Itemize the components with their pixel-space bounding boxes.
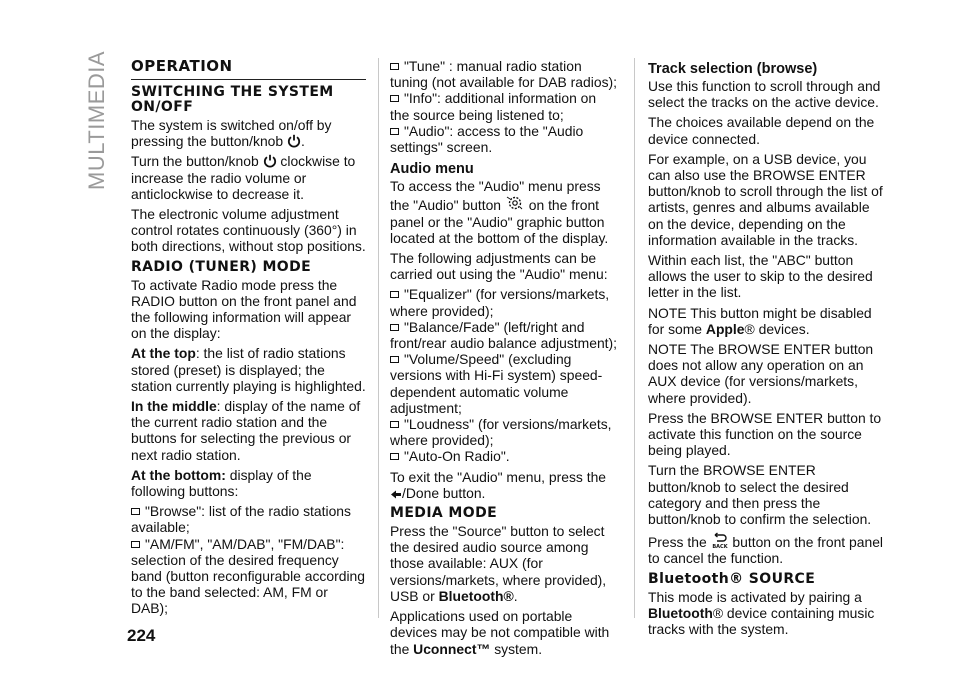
paragraph bbox=[648, 531, 883, 566]
text: This mode is activated by pairing a bbox=[648, 588, 862, 605]
bullet-icon bbox=[131, 541, 140, 548]
paragraph bbox=[648, 305, 883, 337]
paragraph bbox=[390, 523, 618, 604]
section-title: OPERATION bbox=[131, 58, 366, 80]
power-knob-icon bbox=[287, 134, 301, 148]
heading-switching: SWITCHING THE SYSTEM ON/OFF bbox=[131, 84, 334, 115]
paragraph bbox=[131, 398, 366, 463]
text: button on the front panel to cancel the function. bbox=[648, 534, 884, 567]
heading-track-selection: Track selection (browse) bbox=[648, 61, 818, 77]
paragraph: For example, on a USB device, you can also use the BROWSE ENTER button/knob to scroll through the list of artists, genres and albums available on the device, depending on the information available in the tracks. bbox=[648, 150, 883, 248]
back-icon-label: BACK bbox=[711, 544, 728, 550]
text: "AM/FM", "AM/DAB", "FM/DAB": selection of the desired frequency band (button reconfigurable according to the band selected: AM, FM or DAB); bbox=[131, 535, 365, 617]
text: ® device containing music tracks with the system. bbox=[648, 604, 875, 638]
text: . bbox=[301, 133, 305, 150]
column-1 bbox=[131, 58, 366, 617]
label-at-bottom: At the bottom: bbox=[131, 466, 226, 483]
bluetooth-term: Bluetooth® bbox=[438, 587, 514, 604]
text: Turn the button/knob bbox=[131, 153, 259, 170]
text: To exit the "Audio" menu, press the bbox=[390, 468, 607, 485]
heading-audio-menu: Audio menu bbox=[390, 161, 474, 178]
heading-bluetooth-source: Bluetooth® SOURCE bbox=[648, 570, 816, 587]
text: "Tune" : manual radio station tuning (not available for DAB radios); bbox=[390, 58, 617, 91]
label-in-middle: In the middle bbox=[131, 398, 217, 415]
text: system. bbox=[490, 640, 543, 657]
column-divider bbox=[378, 58, 379, 618]
text: To access the "Audio" menu press the "Audio" button bbox=[390, 178, 601, 214]
list-item bbox=[390, 319, 618, 351]
paragraph: Turn the BROWSE ENTER button/knob to select the desired category and then press the button/knob to confirm the selection. bbox=[648, 462, 872, 528]
paragraph: To activate Radio mode press the RADIO button on the front panel and the following information will appear on the display: bbox=[131, 276, 357, 342]
text: ® devices. bbox=[744, 320, 810, 337]
text: "Loudness" (for versions/markets, where provided); bbox=[390, 416, 612, 449]
text: Press the bbox=[648, 534, 707, 551]
list-item bbox=[390, 286, 618, 318]
text: The system is switched on/off by pressing the button/knob bbox=[131, 117, 332, 150]
paragraph: Use this function to scroll through and select the tracks on the active device. bbox=[648, 78, 881, 111]
bullet-icon bbox=[390, 128, 399, 135]
text: "Auto-On Radio". bbox=[404, 448, 510, 465]
paragraph bbox=[390, 469, 618, 501]
column-2 bbox=[390, 58, 618, 661]
text: NOTE This button might be disabled for some bbox=[648, 304, 872, 337]
paragraph: Within each list, the "ABC" button allows the user to skip to the desired letter in the list. bbox=[648, 252, 873, 301]
apple-term: Apple bbox=[705, 320, 745, 337]
bullet-icon bbox=[390, 356, 399, 363]
column-3 bbox=[648, 58, 883, 641]
label-at-top: At the top bbox=[131, 345, 196, 362]
bullet-icon bbox=[390, 291, 399, 298]
bluetooth-term: Bluetooth bbox=[648, 604, 713, 621]
paragraph: The following adjustments can be carried out using the "Audio" menu: bbox=[390, 250, 608, 283]
back-button-icon bbox=[711, 531, 729, 549]
paragraph bbox=[390, 178, 618, 246]
text: "Volume/Speed" (excluding versions with Hi-Fi system) speed-dependent automatic volume adjustment; bbox=[390, 351, 603, 416]
text: /Done button. bbox=[402, 484, 486, 501]
back-arrow-icon bbox=[390, 489, 402, 500]
text: . bbox=[513, 587, 518, 604]
list-item bbox=[390, 448, 618, 464]
power-knob-icon bbox=[263, 154, 277, 168]
bullet-icon bbox=[390, 324, 399, 331]
text: "Browse": list of the radio stations available; bbox=[131, 503, 351, 536]
list-item bbox=[390, 58, 618, 90]
paragraph bbox=[131, 117, 366, 149]
text: Press the "Source" button to select the desired audio source among those available: AUX (for versions/markets, where provided), USB or bbox=[390, 523, 607, 604]
text: "Equalizer" (for versions/markets, where provided); bbox=[390, 286, 610, 319]
list-item bbox=[131, 503, 366, 535]
paragraph: Press the BROWSE ENTER button to activate this function on the source being played. bbox=[648, 409, 882, 459]
list-item bbox=[131, 536, 366, 617]
bullet-icon bbox=[390, 453, 399, 460]
list-item bbox=[390, 90, 618, 122]
text: display of the following buttons: bbox=[131, 466, 312, 500]
text: on the front panel or the "Audio" graphic button located at the bottom of the display. bbox=[390, 197, 609, 246]
paragraph: The electronic volume adjustment control rotates continuously (360°) in both directions, without stop positions. bbox=[131, 206, 366, 255]
audio-settings-icon bbox=[505, 194, 525, 212]
section-side-title: MULTIMEDIA bbox=[84, 50, 109, 190]
paragraph bbox=[131, 345, 366, 394]
heading-media-mode: MEDIA MODE bbox=[390, 505, 498, 522]
paragraph: The choices available depend on the device connected. bbox=[648, 114, 875, 147]
heading-radio-mode: RADIO (TUNER) MODE bbox=[131, 258, 312, 275]
page-number: 224 bbox=[127, 626, 156, 645]
paragraph bbox=[390, 608, 618, 657]
paragraph: NOTE The BROWSE ENTER button does not allow any operation on an AUX device (for versions/markets, where provided). bbox=[648, 341, 874, 406]
text: : display of the name of the current radio station and the buttons for selecting the previous or next radio station. bbox=[131, 398, 361, 463]
bullet-icon bbox=[390, 95, 399, 102]
column-divider bbox=[634, 58, 635, 618]
paragraph bbox=[648, 589, 883, 638]
list-item bbox=[390, 416, 618, 448]
text: clockwise to increase the radio volume or anticlockwise to decrease it. bbox=[131, 153, 356, 202]
text: : the list of radio stations stored (preset) is displayed; the station currently playing is highlighted. bbox=[131, 345, 366, 394]
bullet-icon bbox=[390, 63, 399, 70]
paragraph bbox=[131, 467, 366, 499]
text: Applications used on portable devices may be not compatible with the bbox=[390, 608, 610, 657]
list-item bbox=[390, 351, 618, 416]
uconnect-term: Uconnect™ bbox=[413, 640, 491, 657]
list-item bbox=[390, 123, 618, 155]
text: "Audio": access to the "Audio settings" screen. bbox=[390, 122, 584, 156]
bullet-icon bbox=[390, 421, 399, 428]
paragraph bbox=[131, 153, 366, 202]
text: "Balance/Fade" (left/right and front/rear audio balance adjustment); bbox=[390, 318, 618, 352]
text: "Info": additional information on the source being listened to; bbox=[390, 90, 597, 123]
bullet-icon bbox=[131, 508, 140, 515]
